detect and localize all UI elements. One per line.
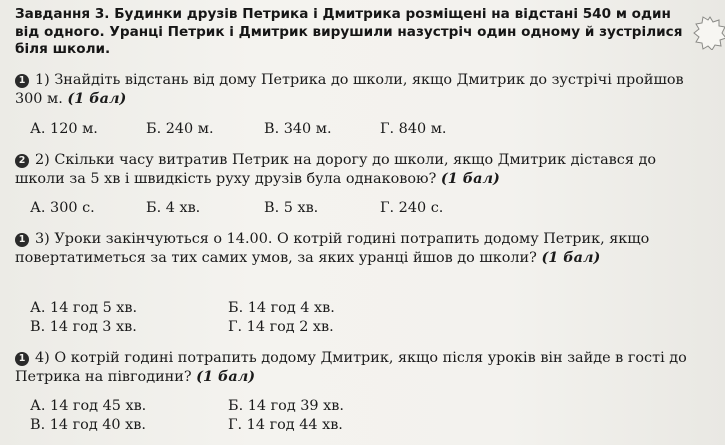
question-2-marker: 2	[15, 154, 29, 168]
question-3-marker: 1	[15, 233, 29, 247]
question-1-points: (1 бал)	[67, 89, 127, 107]
answer-option[interactable]: В. 14 год 3 хв.	[30, 319, 137, 335]
answer-option[interactable]: А. 120 м.	[30, 121, 98, 137]
question-1	[15, 71, 695, 108]
task-label: Завдання 3.	[15, 6, 110, 22]
question-4-answers	[30, 397, 690, 435]
question-4	[15, 349, 695, 386]
task-header	[15, 6, 695, 59]
question-2-points: (1 бал)	[440, 169, 500, 187]
seal-badge-icon	[693, 16, 725, 50]
answer-option[interactable]: Г. 14 год 44 хв.	[228, 417, 343, 433]
question-2-text: 2) Скільки часу витратив Петрик на дорогу до школи, якщо Дмитрик дістався до школи за 5 хв і швидкість руху друзів була однаковою?	[15, 152, 657, 187]
question-3-points: (1 бал)	[541, 248, 601, 266]
question-1-answers	[30, 120, 690, 138]
question-4-marker: 1	[15, 352, 29, 366]
question-2	[15, 151, 695, 188]
answer-option[interactable]: В. 14 год 40 хв.	[30, 417, 146, 433]
question-3	[15, 230, 695, 267]
question-3-text: 3) Уроки закінчуються о 14.00. О котрій годині потрапить додому Петрик, якщо повертатиметься за тих самих умов, за яких уранці йшов до школи?	[15, 231, 650, 266]
answer-option[interactable]: Б. 14 год 4 хв.	[228, 300, 335, 316]
question-4-points: (1 бал)	[196, 367, 256, 385]
question-1-marker: 1	[15, 74, 29, 88]
answer-option[interactable]: А. 14 год 45 хв.	[30, 398, 147, 414]
task-text: Будинки друзів Петрика і Дмитрика розміщені на відстані 540 м один від одного. Уранці Петрик і Дмитрик вирушили назустріч один одному й зустрілися біля школи.	[15, 6, 683, 57]
answer-option[interactable]: В. 5 хв.	[264, 200, 319, 216]
answer-option[interactable]: В. 340 м.	[264, 121, 332, 137]
answer-option[interactable]: А. 300 с.	[30, 200, 95, 216]
answer-option[interactable]: Б. 14 год 39 хв.	[228, 398, 344, 414]
answer-option[interactable]: Б. 240 м.	[146, 121, 214, 137]
answer-option[interactable]: Г. 240 с.	[380, 200, 444, 216]
answer-option[interactable]: Г. 840 м.	[380, 121, 447, 137]
answer-option[interactable]: Б. 4 хв.	[146, 200, 201, 216]
question-4-text: 4) О котрій годині потрапить додому Дмитрик, якщо після уроків він зайде в гості до Петрика на півгодини?	[15, 350, 687, 385]
answer-option[interactable]: Г. 14 год 2 хв.	[228, 319, 334, 335]
question-3-answers	[30, 299, 690, 337]
answer-option[interactable]: А. 14 год 5 хв.	[30, 300, 138, 316]
question-2-answers	[30, 199, 690, 217]
question-1-text: 1) Знайдіть відстань від дому Петрика до школи, якщо Дмитрик до зустрічі пройшов 300 м.	[15, 72, 684, 107]
